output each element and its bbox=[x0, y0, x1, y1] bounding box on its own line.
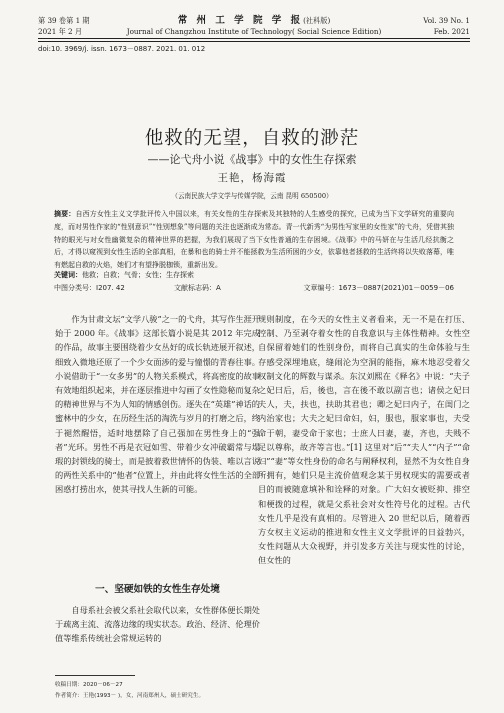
section-heading: 一、坚硬如铁的女性生存处境 bbox=[95, 584, 220, 595]
abstract bbox=[54, 208, 454, 272]
body-paragraph: 自母系社会被父系社会取代以来，女性群体便长期处于疏离主流、流落边缘的现实状态。政治、经济、伦理价值等维系传统社会常规运转的 bbox=[55, 605, 260, 644]
abstract-text: 自西方女性主义文学批评传入中国以来，有关女性的生存探索及其独特的人生感受的探究，已成为当下文学研究的重要向度，而对男性作家的“性别意识”“性别想象”等问题的关注也逐渐成为常态。青一代新秀“为男性写家里的女性家”的弋舟，凭借其独特的眼光与对女性幽微复杂的精神世界的把握，为我们展现了当下女性普通的生存困境。《战事》中的马妍在与生活几经抗衡之后，才得以窥视到女性生活的全部真相，在暴和也的骑士并不能拯救为生活所困的少女，依靠他者拯救的生活终将以失败落幕，唯有燃起自救的火焰，她们才有望挣脱枷锁，重新出发。 bbox=[54, 210, 454, 270]
keywords-label: 关键词： bbox=[54, 271, 82, 279]
keywords-text: 他救；自救；气骨；女性；生存探索 bbox=[82, 271, 194, 279]
article-subtitle: ——论弋舟小说《战事》中的女性生存探索 bbox=[147, 153, 357, 166]
author-bio: 作者简介：王艳(1993－ )，女，河南郑州人，硕士研究生。 bbox=[55, 693, 205, 699]
volume-issue-en: Vol. 39 No. 1 bbox=[423, 16, 470, 25]
body-column-right bbox=[258, 312, 470, 568]
article-title: 他救的无望，自救的渺茫 bbox=[144, 128, 360, 149]
body-paragraph: 规则制度，在今天的女性主义者看来，无一不是在打压、控制、乃至剥夺着女性的自我意识与主体性精神。女性空自保留着她们的性别身份，而将自己真实的生命体验与生存感受深埋地底，缝闹沦为空洞的能指，麻木地忍受着父权制文化的辉数与谋杀。东汉刘熙在《释名》中说：“夫子之妃曰后，后，後也，言在後不敢以副言也；诸侯之妃曰夫人，夫，扶也，扶助其君也；卿之妃曰内子，在闺门之内治家也；大夫之妃曰命妇，妇，服也，服家事也，夫受命于朝，妻受命于家也；士庶人曰妻，妻，齐也，夫贱不足以尊称，故齐等言也。”[1] 这里对“后”“夫人”“内子”“命妇”“妻”等女性身份的命名与阐释权利，显然不为女性自身所拥有，她们只是主流价值观念某于男权现实的需要或者目的而被随意填补和诠释的对象。广大妇女被贬抑、排空和梗拨的过程，就是父系社会对女性符号化的过程。古代女性几乎是没有真相的。尽管进入 20 世纪以后，随着西方女权主义运动的推进和女性主义文学批评的日益勃兴，女性问题从大众视野，并引发多方关注与现实性的讨论，但女性的 bbox=[258, 314, 470, 566]
journal-title-cn: 常 州 工 学 院 学 报 bbox=[177, 15, 304, 26]
article-number: 文章编号：1673－0887(2021)01－0059－06 bbox=[303, 284, 454, 292]
journal-title-tag: (社科版) bbox=[303, 16, 331, 25]
journal-name-cn bbox=[38, 16, 470, 25]
document-code: 文献标志码：A bbox=[174, 284, 221, 292]
footnote-rule bbox=[55, 675, 135, 676]
affiliation: （云南民族大学文学与传媒学院，云南 昆明 650500） bbox=[171, 192, 333, 200]
keywords bbox=[54, 270, 454, 280]
received-date: 收稿日期：2020－06－27 bbox=[55, 682, 123, 688]
class-number: 中图分类号：I207. 42 bbox=[54, 284, 125, 292]
header-rule-thin bbox=[38, 41, 470, 42]
date-en: Feb. 2021 bbox=[433, 27, 470, 36]
body-column-left-lower bbox=[55, 603, 260, 646]
date-cn: 2021 年 2 月 bbox=[38, 27, 83, 36]
abstract-label: 摘要： bbox=[54, 210, 76, 218]
body-paragraph: 作为甘肃文坛“文学八骏”之一的弋舟，其写作生涯开始于 2000 年。《战事》这部长篇小说是其 2012 年完成的作品，故事主要围绕着少女丛好的成长轨迹展开叙述，细致入微地还原了一个少女面涉的爱与憧憬的青春往事。小说借助于“一女多男”的人物关系模式，将高密度的故事有效地组织起来，并在逐层推进中勾画了女性隐秘而复杂的精神世界与不为人知的情感创伤。逐失在“英雄”神话的蜜林中的少女，在历经生活的淘洗与岁月的打磨之后，终于褪然醒悟，适时地摆除了自己强加在男性身上的“强者”光环。男性不再是衣冠如雪、带着少女冲破霸常与塌瑕的封锁线的骑士，而是披着救世情怀的伪装、唯以言说的两性关系中的“他者”位置上，并由此将女性生活的全部困惑打捞出水，使其寻找人生新的可能。 bbox=[55, 314, 260, 495]
journal-name-en: Journal of Changzhou Institute of Technology( Social Science Edition) bbox=[126, 27, 382, 36]
body-column-left bbox=[55, 312, 260, 497]
volume-issue-cn: 第 39 卷第 1 期 bbox=[38, 16, 90, 25]
authors: 王艳，杨海霞 bbox=[217, 172, 287, 184]
doi: doi:10. 3969/j. issn. 1673－0887. 2021. 01. 012 bbox=[38, 45, 206, 53]
header-rule-thick bbox=[38, 38, 470, 39]
